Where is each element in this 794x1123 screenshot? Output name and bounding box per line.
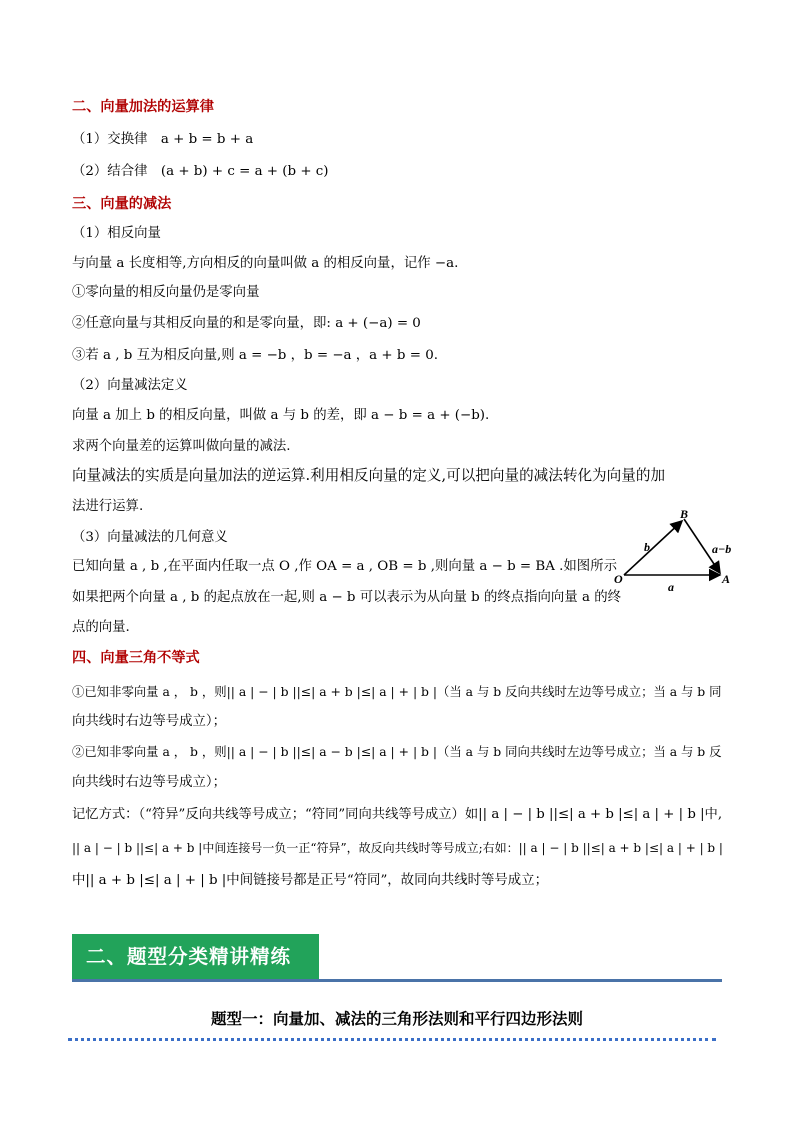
opposite-vector-heading: （1）相反向量 — [72, 226, 161, 241]
vector-a-label: a — [668, 580, 674, 594]
subtraction-definition: 向量 a 加上 b 的相反向量，叫做 a 与 b 的差，即 a − b = a + (−b). — [72, 408, 490, 423]
geometric-meaning-line-2: 如果把两个向量 a , b 的起点放在一起,则 a − b 可以表示为从向量 b 的终点指向向量 a 的终 — [72, 590, 621, 605]
point-b-label: B — [680, 507, 689, 521]
rule-2: ②任意向量与其相反向量的和是零向量，即: a + (−a) = 0 — [72, 316, 421, 331]
inequality-2-line-2: 向共线时右边等号成立）； — [72, 775, 226, 790]
inequality-1-line-2: 向共线时右边等号成立）； — [72, 714, 226, 729]
vector-b-label: b — [644, 540, 650, 554]
geometric-meaning-line-3: 点的向量. — [72, 620, 130, 635]
subtraction-operation: 求两个向量差的运算叫做向量的减法. — [72, 439, 291, 454]
section-title-subtraction: 三、向量的减法 — [72, 196, 172, 212]
memory-method-line-3: 中|| a + b |≤| a | + | b |中间链接号都是正号“符同”，故同向共线时等号成立； — [72, 873, 548, 888]
subtraction-definition-heading: （2）向量减法定义 — [72, 378, 188, 393]
vector-a-minus-b-label: a−b — [712, 542, 732, 556]
geometric-meaning-heading: （3）向量减法的几何意义 — [72, 530, 228, 545]
section-title-addition-laws: 二、向量加法的运算律 — [72, 99, 214, 115]
inequality-1-line-1: ①已知非零向量 a ， b ，则|| a | − | b ||≤| a + b |≤| a | + | b |（当 a 与 b 反向共线时左边等号成立；当 a 与 b 同 — [72, 685, 722, 699]
rule-1: ①零向量的相反向量仍是零向量 — [72, 285, 260, 300]
point-o-label: O — [614, 572, 623, 586]
geometric-meaning-line-1: 已知向量 a , b ,在平面内任取一点 O ,作 OA = a , OB = b ,则向量 a − b = BA .如图所示 — [72, 559, 617, 574]
commutative-law: （1）交换律 a + b = b + a — [72, 132, 254, 147]
dotted-divider — [68, 1038, 716, 1041]
section-title-triangle-inequality: 四、向量三角不等式 — [72, 650, 200, 666]
memory-method-line-2: || a | − | b ||≤| a + b |中间连接号一负一正“符异”，故反向共线时等号成立;右如：|| a | − | b ||≤| a + b |≤| a | + | b | — [72, 841, 723, 855]
question-type-title: 题型一：向量加、减法的三角形法则和平行四边形法则 — [210, 1010, 583, 1028]
associative-law: （2）结合律 (a + b) + c = a + (b + c) — [72, 164, 329, 179]
inequality-2-line-1: ②已知非零向量 a ， b ，则|| a | − | b ||≤| a − b |≤| a | + | b |（当 a 与 b 同向共线时左边等号成立；当 a 与 b 反 — [72, 745, 722, 759]
subtraction-essence: 向量减法的实质是向量加法的逆运算.利用相反向量的定义,可以把向量的减法转化为向量的加 — [72, 467, 666, 484]
subtraction-essence-cont: 法进行运算. — [72, 499, 144, 514]
banner-divider — [72, 979, 722, 982]
rule-3: ③若 a , b 互为相反向量,则 a = −b ，b = −a ，a + b = 0. — [72, 348, 438, 363]
opposite-vector-definition: 与向量 a 长度相等,方向相反的向量叫做 a 的相反向量，记作 −a. — [72, 256, 459, 271]
point-a-label: A — [722, 572, 731, 586]
section-banner: 二、题型分类精讲精练 — [72, 934, 319, 980]
memory-method-line-1: 记忆方式：（“符异”反向共线等号成立；“符同”同向共线等号成立）如|| a | − | b ||≤| a + b |≤| a | + | b |中, — [72, 807, 723, 822]
vector-ob-arrow — [624, 521, 682, 575]
vector-triangle-figure — [612, 505, 742, 595]
